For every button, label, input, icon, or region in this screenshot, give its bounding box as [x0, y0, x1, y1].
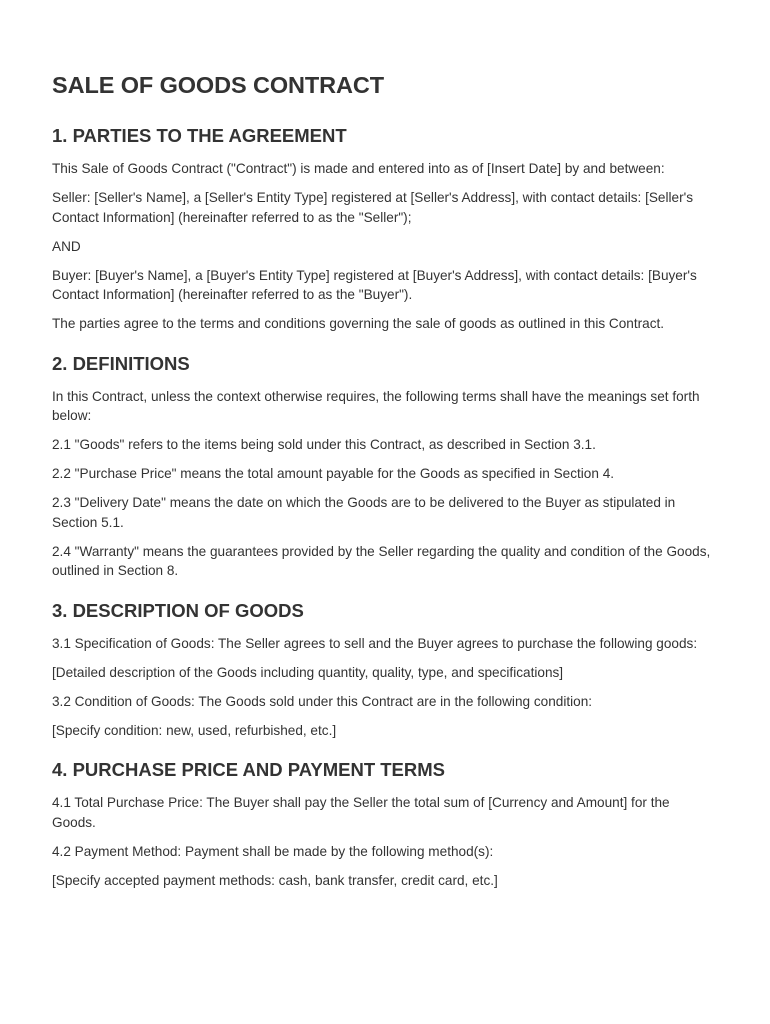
paragraph: 2.3 "Delivery Date" means the date on which the Goods are to be delivered to the Buyer as stipulated in Section 5.1.	[52, 495, 676, 530]
paragraph: AND	[52, 238, 81, 254]
document-page	[52, 70, 712, 908]
paragraph: 4.2 Payment Method: Payment shall be made by the following method(s):	[52, 843, 494, 859]
section-heading: 2. DEFINITIONS	[52, 352, 190, 374]
section-heading: 4. PURCHASE PRICE AND PAYMENT TERMS	[52, 759, 446, 780]
section-definitions	[52, 352, 712, 581]
section-heading: 1. PARTIES TO THE AGREEMENT	[52, 125, 347, 146]
document-title: SALE OF GOODS CONTRACT	[52, 72, 385, 98]
paragraph: [Specify accepted payment methods: cash, bank transfer, credit card, etc.]	[52, 872, 498, 888]
paragraph: The parties agree to the terms and conditions governing the sale of goods as outlined in this Contract.	[52, 316, 665, 331]
paragraph: 2.2 "Purchase Price" means the total amount payable for the Goods as specified in Section 4.	[52, 466, 615, 481]
section-purchase-price	[52, 758, 712, 890]
paragraph: Seller: [Seller's Name], a [Seller's Entity Type] registered at [Seller's Address], with contact details: [Seller's Contact Information] (hereinafter referred to as the "Seller");	[52, 190, 694, 225]
paragraph: 2.4 "Warranty" means the guarantees provided by the Seller regarding the quality and condition of the Goods, outlined in Section 8.	[52, 543, 711, 578]
paragraph: 3.2 Condition of Goods: The Goods sold under this Contract are in the following condition:	[52, 693, 593, 709]
paragraph: [Specify condition: new, used, refurbished, etc.]	[52, 722, 337, 738]
paragraph: 4.1 Total Purchase Price: The Buyer shall pay the Seller the total sum of [Currency and Amount] for the Goods.	[52, 795, 670, 830]
paragraph: In this Contract, unless the context otherwise requires, the following terms shall have the meanings set forth below:	[52, 388, 700, 423]
paragraph: [Detailed description of the Goods including quantity, quality, type, and specifications]	[52, 664, 564, 680]
paragraph: 3.1 Specification of Goods: The Seller agrees to sell and the Buyer agrees to purchase the following goods:	[52, 635, 698, 651]
section-parties	[52, 124, 712, 334]
paragraph: This Sale of Goods Contract ("Contract") is made and entered into as of [Insert Date] by and between:	[52, 161, 665, 176]
paragraph: Buyer: [Buyer's Name], a [Buyer's Entity Type] registered at [Buyer's Address], with contact details: [Buyer's Contact Information] (hereinafter referred to as the "Buyer").	[52, 267, 697, 302]
section-description-of-goods	[52, 599, 712, 741]
section-heading: 3. DESCRIPTION OF GOODS	[52, 599, 304, 621]
paragraph: 2.1 "Goods" refers to the items being sold under this Contract, as described in Section 3.1.	[52, 437, 596, 452]
